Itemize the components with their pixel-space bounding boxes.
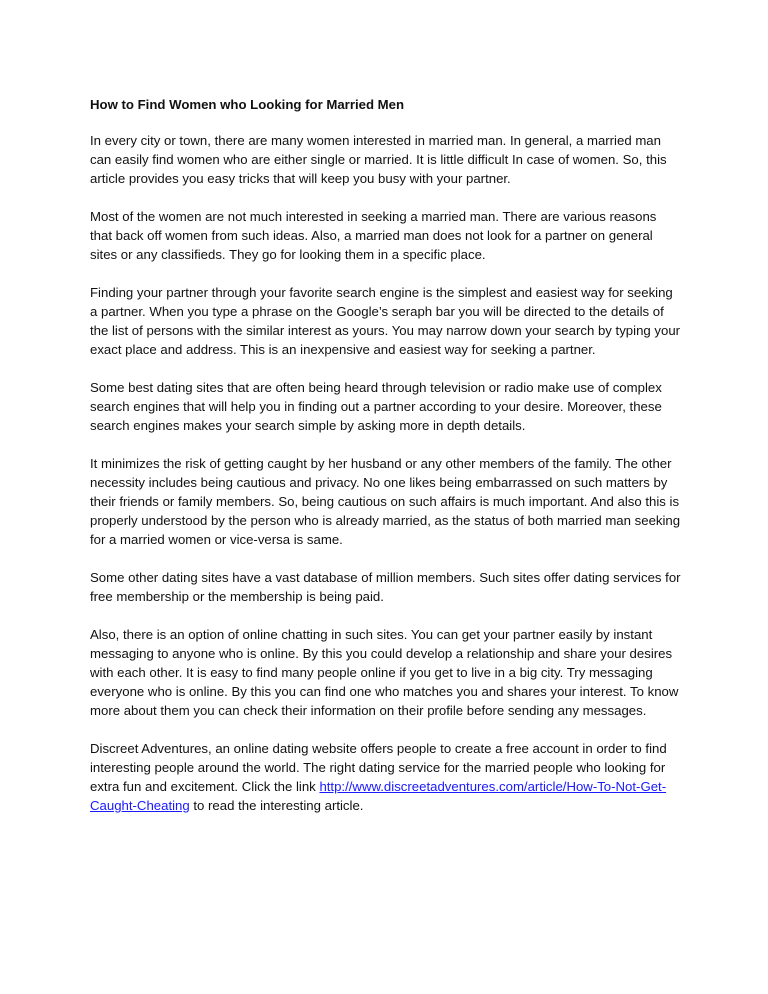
article-link[interactable]: http://www.discreetadventures.com/article/How-To-Not-Get-Caught-Cheating (90, 779, 667, 813)
paragraph-8-intro: Discreet Adventures, an online dating website offers people to create a free account in order to find interesting people around the world. The right dating service for the married people who looking for extra fun and excitement. Click the link (90, 741, 667, 794)
paragraph-2: Most of the women are not much interested in seeking a married man. There are various reasons that back off women from such ideas. Also, a married man does not look for a partner on general sites or any classifieds. They go for looking them in a specific place. (90, 209, 657, 262)
document-page (90, 95, 682, 834)
paragraph-6: Some other dating sites have a vast database of million members. Such sites offer dating services for free membership or the membership is being paid. (90, 570, 681, 604)
paragraph-3: Finding your partner through your favorite search engine is the simplest and easiest way for seeking a partner. When you type a phrase on the Google’s seraph bar you will be directed to the details of the list of persons with the similar interest as yours. You may narrow down your search by typing your exact place and address. This is an inexpensive and easiest way for seeking a partner. (90, 285, 681, 357)
paragraph-5: It minimizes the risk of getting caught by her husband or any other members of the family. The other necessity includes being cautious and privacy. No one likes being embarrassed on such matters by their friends or family members. So, being cautious on such affairs is much important. And also this is properly understood by the person who is already married, as the status of both married man seeking for a married women or vice-versa is same. (90, 456, 681, 547)
paragraph-1: In every city or town, there are many women interested in married man. In general, a married man can easily find women who are either single or married. It is little difficult In case of women. So, this article provides you easy tricks that will keep you busy with your partner. (90, 133, 667, 186)
document-title: How to Find Women who Looking for Married Men (90, 97, 405, 112)
paragraph-8 (90, 739, 682, 815)
paragraph-7: Also, there is an option of online chatting in such sites. You can get your partner easily by instant messaging to anyone who is online. By this you could develop a relationship and share your desires with each other. It is easy to find many people online if you get to live in a big city. Try messaging everyone who is online. By this you can find one who matches you and shares your interest. To know more about them you can check their information on their profile before sending any messages. (90, 627, 679, 718)
paragraph-4: Some best dating sites that are often being heard through television or radio make use of complex search engines that will help you in finding out a partner according to your desire. Moreover, these search engines makes your search simple by asking more in depth details. (90, 380, 662, 433)
paragraph-8-outro: to read the interesting article. (189, 798, 364, 813)
